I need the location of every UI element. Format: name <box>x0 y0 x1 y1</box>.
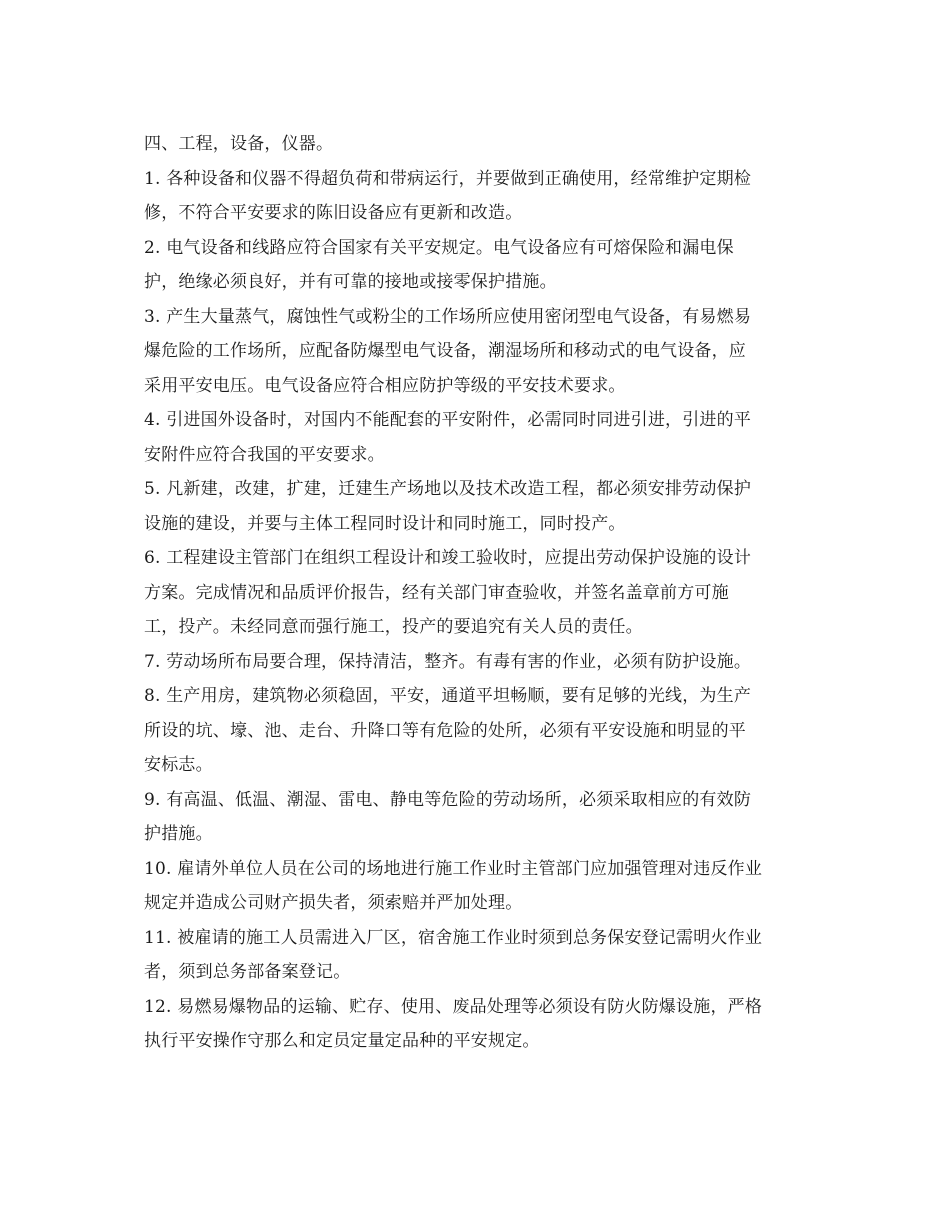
paragraph-6 <box>144 541 809 645</box>
paragraph-line: 修，不符合平安要求的陈旧设备应有更新和改造。 <box>144 203 523 223</box>
paragraph-line: 1. 各种设备和仪器不得超负荷和带病运行，并要做到正确使用，经常维护定期检 <box>144 168 752 189</box>
paragraph-line: 所设的坑、壕、池、走台、升降口等有危险的处所，必须有平安设施和明显的平 <box>144 720 746 741</box>
paragraph-line: 工，投产。未经同意而强行施工，投产的要追究有关人员的责任。 <box>144 617 643 637</box>
paragraph-9 <box>144 783 809 852</box>
paragraph-line: 安标志。 <box>144 755 213 775</box>
paragraph-line: 10. 雇请外单位人员在公司的场地进行施工作业时主管部门应加强管理对违反作业 <box>144 858 763 879</box>
paragraph-line: 采用平安电压。电气设备应符合相应防护等级的平安技术要求。 <box>144 375 626 396</box>
paragraph-line: 8. 生产用房，建筑物必须稳固，平安，通道平坦畅顺，要有足够的光线，为生产 <box>144 686 752 706</box>
paragraph-1 <box>144 162 809 231</box>
paragraph-line: 者，须到总务部备案登记。 <box>144 962 351 982</box>
paragraph-line: 规定并造成公司财产损失者，须索赔并严加处理。 <box>144 893 523 913</box>
paragraph-line: 安附件应符合我国的平安要求。 <box>144 444 385 465</box>
paragraph-line: 执行平安操作守那么和定员定量定品种的平安规定。 <box>144 1031 540 1051</box>
paragraph-line: 方案。完成情况和品质评价报告，经有关部门审查验收，并签名盖章前方可施 <box>144 582 729 603</box>
paragraph-2 <box>144 231 809 300</box>
section-heading: 四、工程，设备，仪器。 <box>144 134 334 154</box>
paragraph-line: 12. 易燃易爆物品的运输、贮存、使用、废品处理等必须设有防火防爆设施，严格 <box>144 996 763 1017</box>
paragraph-10 <box>144 852 809 921</box>
document-body <box>144 127 809 1059</box>
paragraph-11 <box>144 921 809 990</box>
paragraph-line: 4. 引进国外设备时，对国内不能配套的平安附件，必需同时同进引进，引进的平 <box>144 410 752 430</box>
paragraph-line: 7. 劳动场所布局要合理，保持清洁，整齐。有毒有害的作业，必须有防护设施。 <box>144 651 752 672</box>
paragraph-line: 设施的建设，并要与主体工程同时设计和同时施工，同时投产。 <box>144 513 626 534</box>
paragraph-line: 护措施。 <box>144 824 213 844</box>
paragraph-3 <box>144 300 809 404</box>
paragraph-7 <box>144 645 809 680</box>
paragraph-line: 2. 电气设备和线路应符合国家有关平安规定。电气设备应有可熔保险和漏电保 <box>144 237 734 258</box>
paragraph-line: 6. 工程建设主管部门在组织工程设计和竣工验收时，应提出劳动保护设施的设计 <box>144 548 752 568</box>
paragraph-5 <box>144 472 809 541</box>
paragraph-12 <box>144 990 809 1059</box>
paragraph-line: 爆危险的工作场所，应配备防爆型电气设备，潮湿场所和移动式的电气设备，应 <box>144 341 746 361</box>
paragraph-8 <box>144 679 809 783</box>
paragraph-line: 护，绝缘必须良好，并有可靠的接地或接零保护措施。 <box>144 272 557 292</box>
paragraph-4 <box>144 403 809 472</box>
paragraph-line: 11. 被雇请的施工人员需进入厂区，宿舍施工作业时须到总务保安登记需明火作业 <box>144 927 763 948</box>
paragraph-line: 9. 有高温、低温、潮湿、雷电、静电等危险的劳动场所，必须采取相应的有效防 <box>144 789 752 810</box>
paragraph-line: 3. 产生大量蒸气，腐蚀性气或粉尘的工作场所应使用密闭型电气设备，有易燃易 <box>144 306 752 327</box>
paragraph-line: 5. 凡新建，改建，扩建，迁建生产场地以及技术改造工程，都必须安排劳动保护 <box>144 479 752 499</box>
